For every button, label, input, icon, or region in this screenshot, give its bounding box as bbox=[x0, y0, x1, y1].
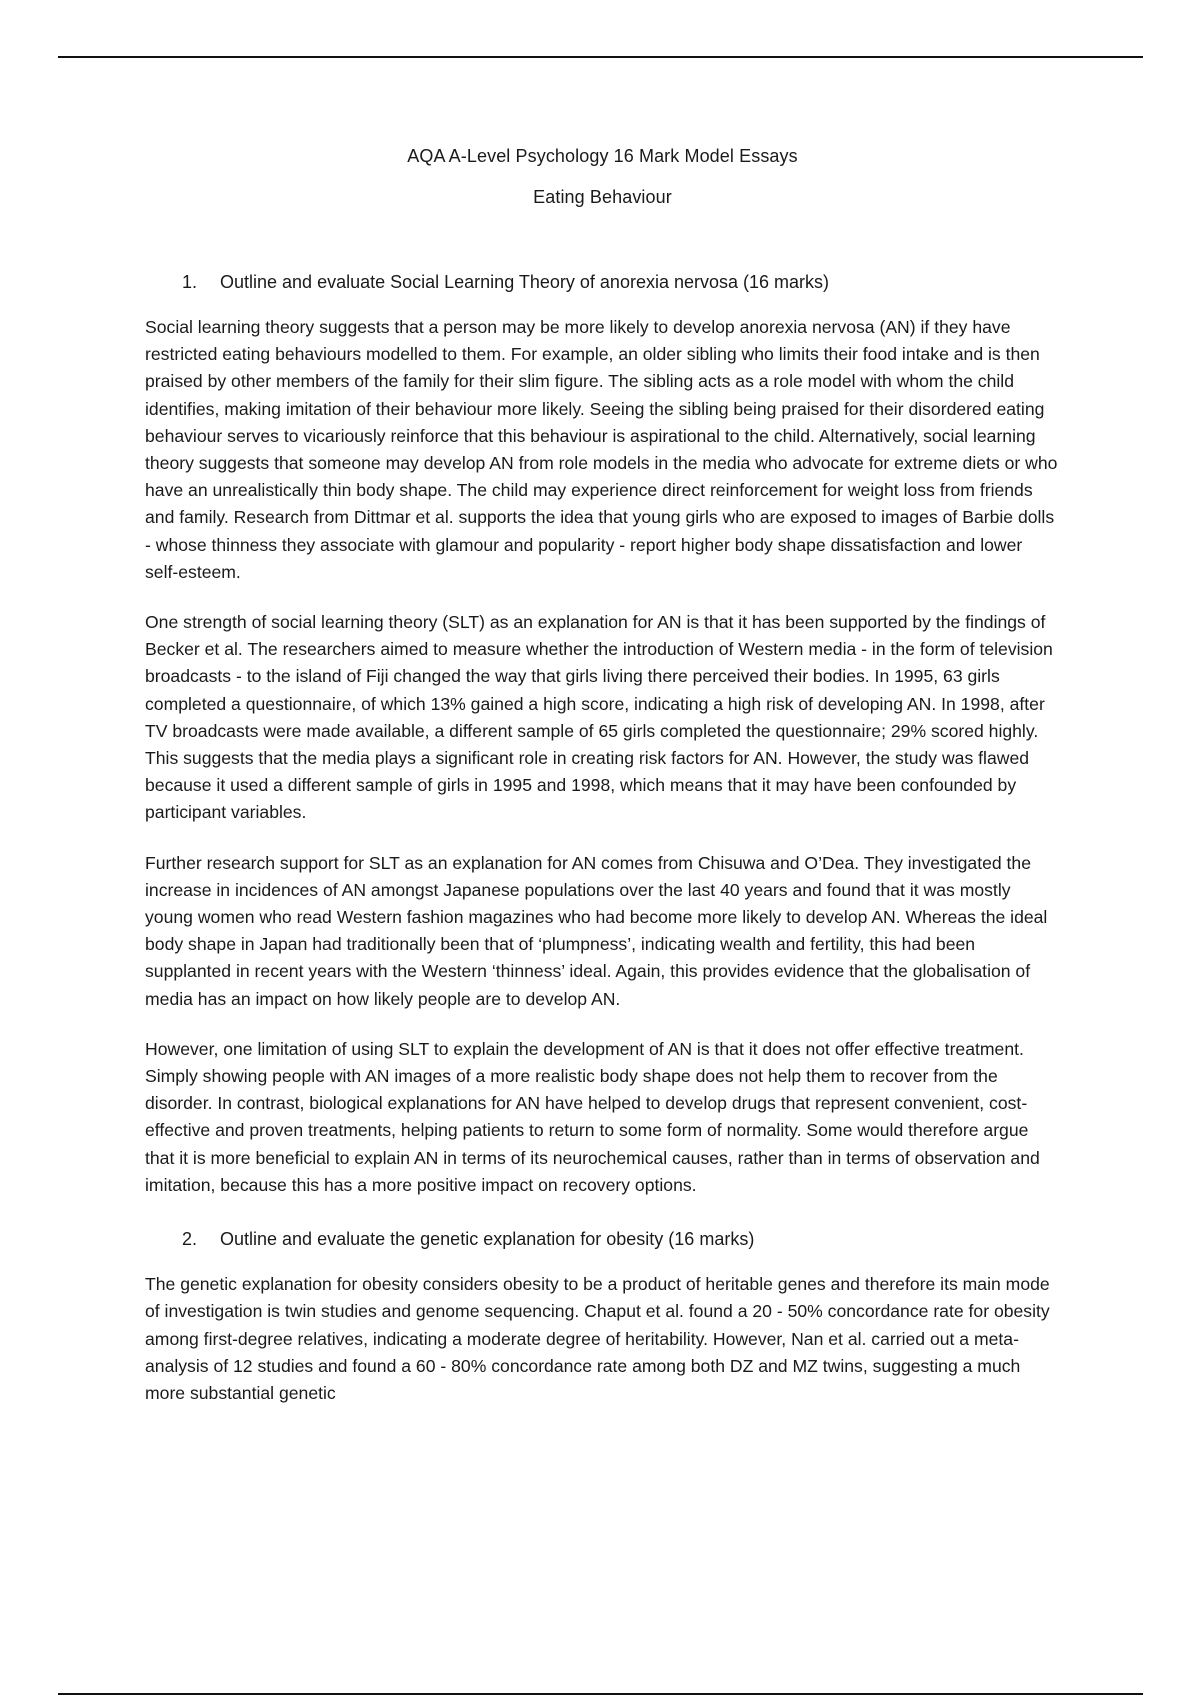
document-subtitle: Eating Behaviour bbox=[533, 187, 672, 207]
essay-paragraph: Further research support for SLT as an explanation for AN comes from Chisuwa and O’Dea. They investigated the increase in incidences of AN amongst Japanese populations over the last 40 years and found that it was mostly young women who read Western fashion magazines who had become more likely to develop AN. Whereas the ideal body shape in Japan had traditionally been that of ‘plumpness’, indicating wealth and fertility, this had been supplanted in recent years with the Western ‘thinness’ ideal. Again, this provides evidence that the globalisation of media has an impact on how likely people are to develop AN. bbox=[145, 852, 1048, 1009]
question-text: Outline and evaluate the genetic explanation for obesity (16 marks) bbox=[220, 1229, 755, 1250]
top-rule bbox=[58, 56, 1143, 58]
bottom-rule bbox=[58, 1693, 1143, 1695]
question-2-heading bbox=[145, 1229, 1060, 1250]
essay-paragraph: One strength of social learning theory (SLT) as an explanation for AN is that it has been supported by the findings of Becker et al. The researchers aimed to measure whether the introduction of Western media - in the form of television broadcasts - to the island of Fiji changed the way that girls living there perceived their bodies. In 1995, 63 girls completed a questionnaire, of which 13% gained a high score, indicating a high risk of developing AN. In 1998, after TV broadcasts were made available, a different sample of 65 girls completed the questionnaire; 29% scored highly. This suggests that the media plays a significant role in creating risk factors for AN. However, the study was flawed because it used a different sample of girls in 1995 and 1998, which means that it may have been confounded by participant variables. bbox=[145, 612, 1053, 823]
essay-paragraph: The genetic explanation for obesity considers obesity to be a product of heritable genes and therefore its main mode of investigation is twin studies and genome sequencing. Chaput et al. found a 20 - 50% concordance rate for obesity among first-degree relatives, indicating a moderate degree of heritability. However, Nan et al. carried out a meta-analysis of 12 studies and found a 60 - 80% concordance rate among both DZ and MZ twins, suggesting a much more substantial genetic bbox=[145, 1274, 1050, 1403]
question-number: 2. bbox=[182, 1229, 198, 1250]
question-1-heading bbox=[145, 272, 1060, 293]
question-number: 1. bbox=[182, 272, 198, 292]
question-text: Outline and evaluate Social Learning Theory of anorexia nervosa (16 marks) bbox=[220, 272, 830, 292]
document-title: AQA A-Level Psychology 16 Mark Model Essays bbox=[407, 146, 798, 166]
page-content bbox=[145, 140, 1060, 1407]
essay-paragraph: However, one limitation of using SLT to explain the development of AN is that it does not offer effective treatment. Simply showing people with AN images of a more realistic body shape does not help them to recover from the disorder. In contrast, biological explanations for AN have helped to develop drugs that represent convenient, cost-effective and proven treatments, helping patients to return to some form of normality. Some would therefore argue that it is more beneficial to explain AN in terms of its neurochemical causes, rather than in terms of observation and imitation, because this has a more positive impact on recovery options. bbox=[145, 1038, 1040, 1195]
essay-paragraph: Social learning theory suggests that a person may be more likely to develop anorexia nervosa (AN) if they have restricted eating behaviours modelled to them. For example, an older sibling who limits their food intake and is then praised by other members of the family for their slim figure. The sibling acts as a role model with whom the child identifies, making imitation of their behaviour more likely. Seeing the sibling being praised for their disordered eating behaviour serves to vicariously reinforce that this behaviour is aspirational to the child. Alternatively, social learning theory suggests that someone may develop AN from role models in the media who advocate for extreme diets or who have an unrealistically thin body shape. The child may experience direct reinforcement for weight loss from friends and family. Research from Dittmar et al. supports the idea that young girls who are exposed to images of Barbie dolls - whose thinness they associate with glamour and popularity - report higher body shape dissatisfaction and lower self-esteem. bbox=[145, 317, 1058, 582]
